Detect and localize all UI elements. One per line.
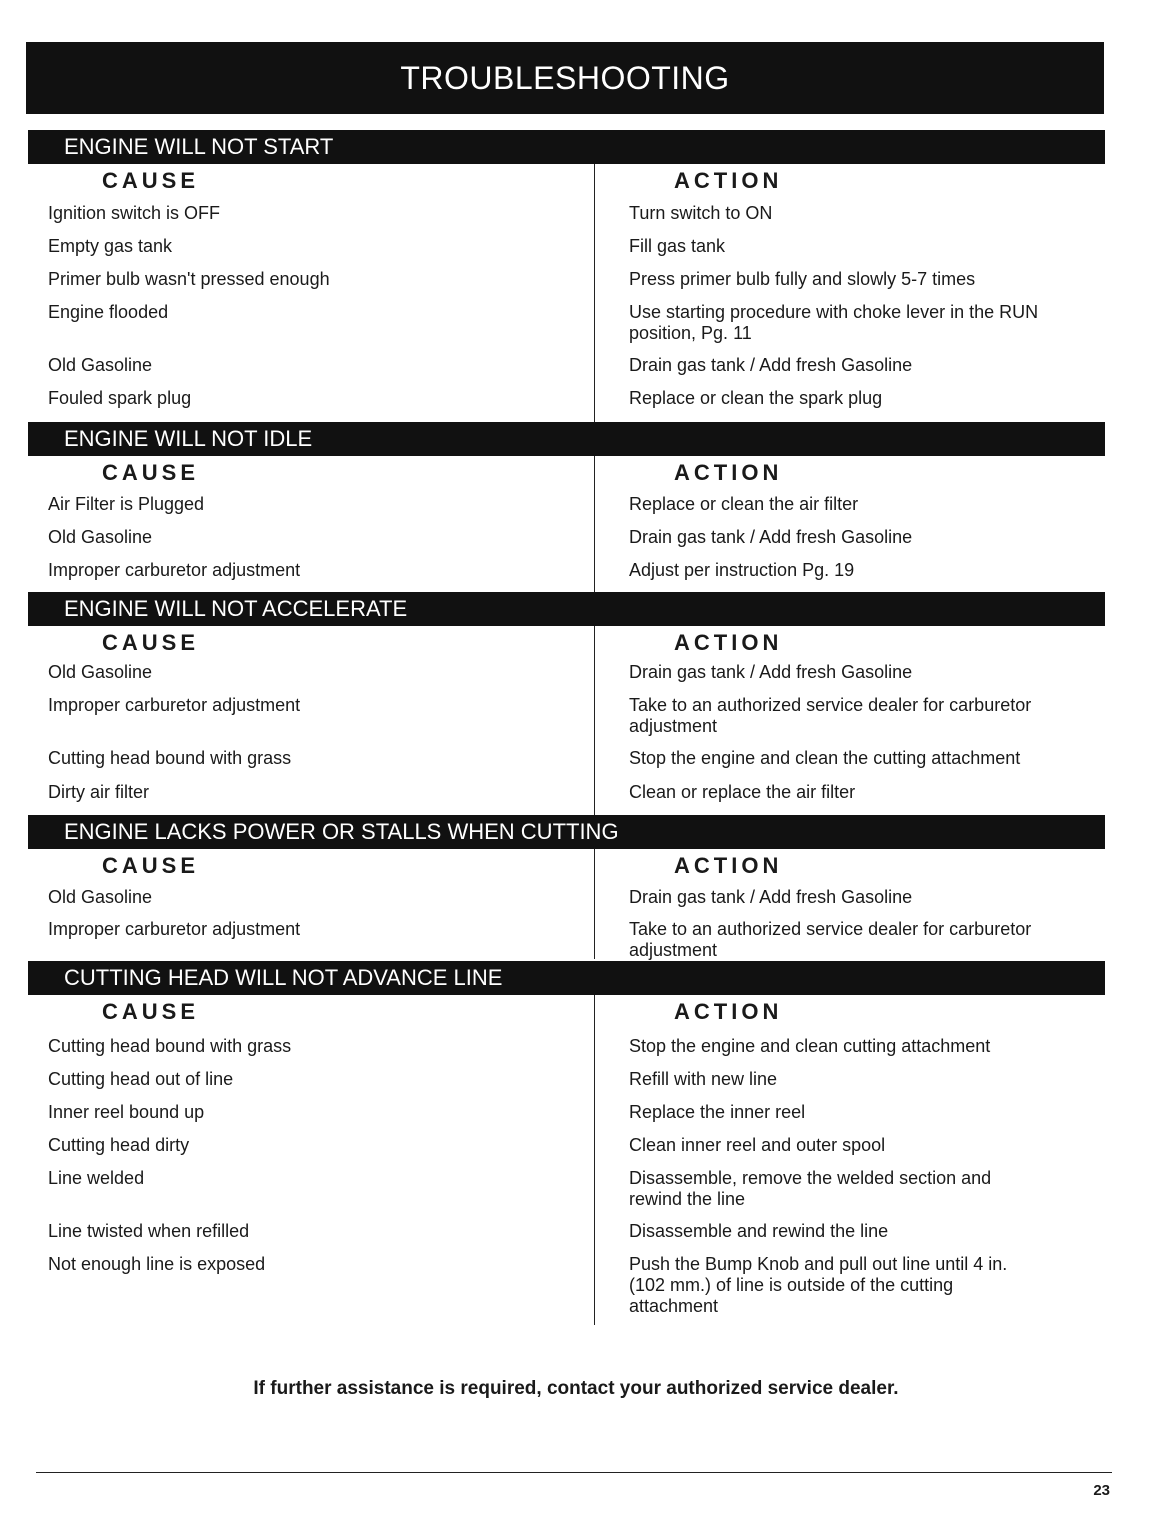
action-text: Turn switch to ON bbox=[629, 203, 773, 223]
action-text: Adjust per instruction Pg. 19 bbox=[629, 560, 855, 580]
cause-text: Old Gasoline bbox=[48, 527, 153, 547]
action-text: Replace the inner reel bbox=[629, 1102, 806, 1122]
column-divider bbox=[594, 849, 595, 959]
action-text: Drain gas tank / Add fresh Gasoline bbox=[629, 527, 913, 547]
section-title: ENGINE WILL NOT ACCELERATE bbox=[28, 592, 1105, 626]
cause-text: Cutting head dirty bbox=[48, 1135, 190, 1155]
cause-text: Cutting head out of line bbox=[48, 1069, 234, 1089]
action-heading: ACTION bbox=[674, 853, 783, 878]
page-title: TROUBLESHOOTING bbox=[26, 42, 1104, 114]
cause-text: Old Gasoline bbox=[48, 662, 153, 682]
cause-text: Fouled spark plug bbox=[48, 388, 192, 408]
section-engine-will-not-start bbox=[28, 130, 1105, 422]
action-text: Use starting procedure with choke lever in the RUN position, Pg. 11 bbox=[629, 302, 1039, 343]
column-divider bbox=[594, 626, 595, 816]
cause-text: Ignition switch is OFF bbox=[48, 203, 221, 223]
action-text: Disassemble and rewind the line bbox=[629, 1221, 889, 1241]
cause-text: Improper carburetor adjustment bbox=[48, 695, 301, 715]
action-text: Push the Bump Knob and pull out line until 4 in. (102 mm.) of line is outside of the cutting attachment bbox=[629, 1254, 1008, 1316]
section-title: CUTTING HEAD WILL NOT ADVANCE LINE bbox=[28, 961, 1105, 995]
section-engine-will-not-accelerate bbox=[28, 592, 1105, 816]
cause-text: Air Filter is Plugged bbox=[48, 494, 205, 514]
action-text: Replace or clean the air filter bbox=[629, 494, 859, 514]
action-text: Replace or clean the spark plug bbox=[629, 388, 883, 408]
action-heading: ACTION bbox=[674, 168, 783, 193]
cause-text: Engine flooded bbox=[48, 302, 169, 322]
section-engine-lacks-power bbox=[28, 815, 1105, 959]
action-text: Drain gas tank / Add fresh Gasoline bbox=[629, 662, 913, 682]
column-divider bbox=[594, 995, 595, 1325]
action-text: Stop the engine and clean cutting attachment bbox=[629, 1036, 991, 1056]
action-text: Take to an authorized service dealer for carburetor adjustment bbox=[629, 919, 1032, 960]
section-engine-will-not-idle bbox=[28, 422, 1105, 592]
action-text: Take to an authorized service dealer for carburetor adjustment bbox=[629, 695, 1032, 736]
action-text: Refill with new line bbox=[629, 1069, 778, 1089]
section-title: ENGINE LACKS POWER OR STALLS WHEN CUTTING bbox=[28, 815, 1105, 849]
cause-text: Primer bulb wasn't pressed enough bbox=[48, 269, 330, 289]
column-divider bbox=[594, 456, 595, 592]
action-text: Drain gas tank / Add fresh Gasoline bbox=[629, 355, 913, 375]
cause-text: Improper carburetor adjustment bbox=[48, 560, 301, 580]
action-text: Clean inner reel and outer spool bbox=[629, 1135, 886, 1155]
page-number: 23 bbox=[1093, 1482, 1110, 1499]
cause-heading: CAUSE bbox=[102, 853, 200, 878]
action-heading: ACTION bbox=[674, 999, 783, 1024]
cause-text: Empty gas tank bbox=[48, 236, 173, 256]
action-text: Disassemble, remove the welded section and rewind the line bbox=[629, 1168, 992, 1209]
action-text: Fill gas tank bbox=[629, 236, 726, 256]
bottom-rule bbox=[36, 1472, 1112, 1473]
cause-text: Cutting head bound with grass bbox=[48, 748, 292, 768]
cause-heading: CAUSE bbox=[102, 999, 200, 1024]
action-text: Clean or replace the air filter bbox=[629, 782, 856, 802]
column-divider bbox=[594, 164, 595, 422]
section-title: ENGINE WILL NOT START bbox=[28, 130, 1105, 164]
cause-heading: CAUSE bbox=[102, 460, 200, 485]
action-text: Press primer bulb fully and slowly 5-7 times bbox=[629, 269, 976, 289]
cause-text: Line twisted when refilled bbox=[48, 1221, 250, 1241]
cause-text: Inner reel bound up bbox=[48, 1102, 205, 1122]
cause-text: Old Gasoline bbox=[48, 887, 153, 907]
cause-heading: CAUSE bbox=[102, 168, 200, 193]
cause-text: Cutting head bound with grass bbox=[48, 1036, 292, 1056]
cause-text: Line welded bbox=[48, 1168, 145, 1188]
action-heading: ACTION bbox=[674, 630, 783, 655]
cause-text: Dirty air filter bbox=[48, 782, 150, 802]
footer-note: If further assistance is required, contact your authorized service dealer. bbox=[253, 1378, 899, 1399]
section-title: ENGINE WILL NOT IDLE bbox=[28, 422, 1105, 456]
action-heading: ACTION bbox=[674, 460, 783, 485]
cause-text: Not enough line is exposed bbox=[48, 1254, 266, 1274]
cause-heading: CAUSE bbox=[102, 630, 200, 655]
section-cutting-head-will-not-advance bbox=[28, 961, 1105, 1325]
cause-text: Old Gasoline bbox=[48, 355, 153, 375]
action-text: Drain gas tank / Add fresh Gasoline bbox=[629, 887, 913, 907]
action-text: Stop the engine and clean the cutting attachment bbox=[629, 748, 1021, 768]
cause-text: Improper carburetor adjustment bbox=[48, 919, 301, 939]
